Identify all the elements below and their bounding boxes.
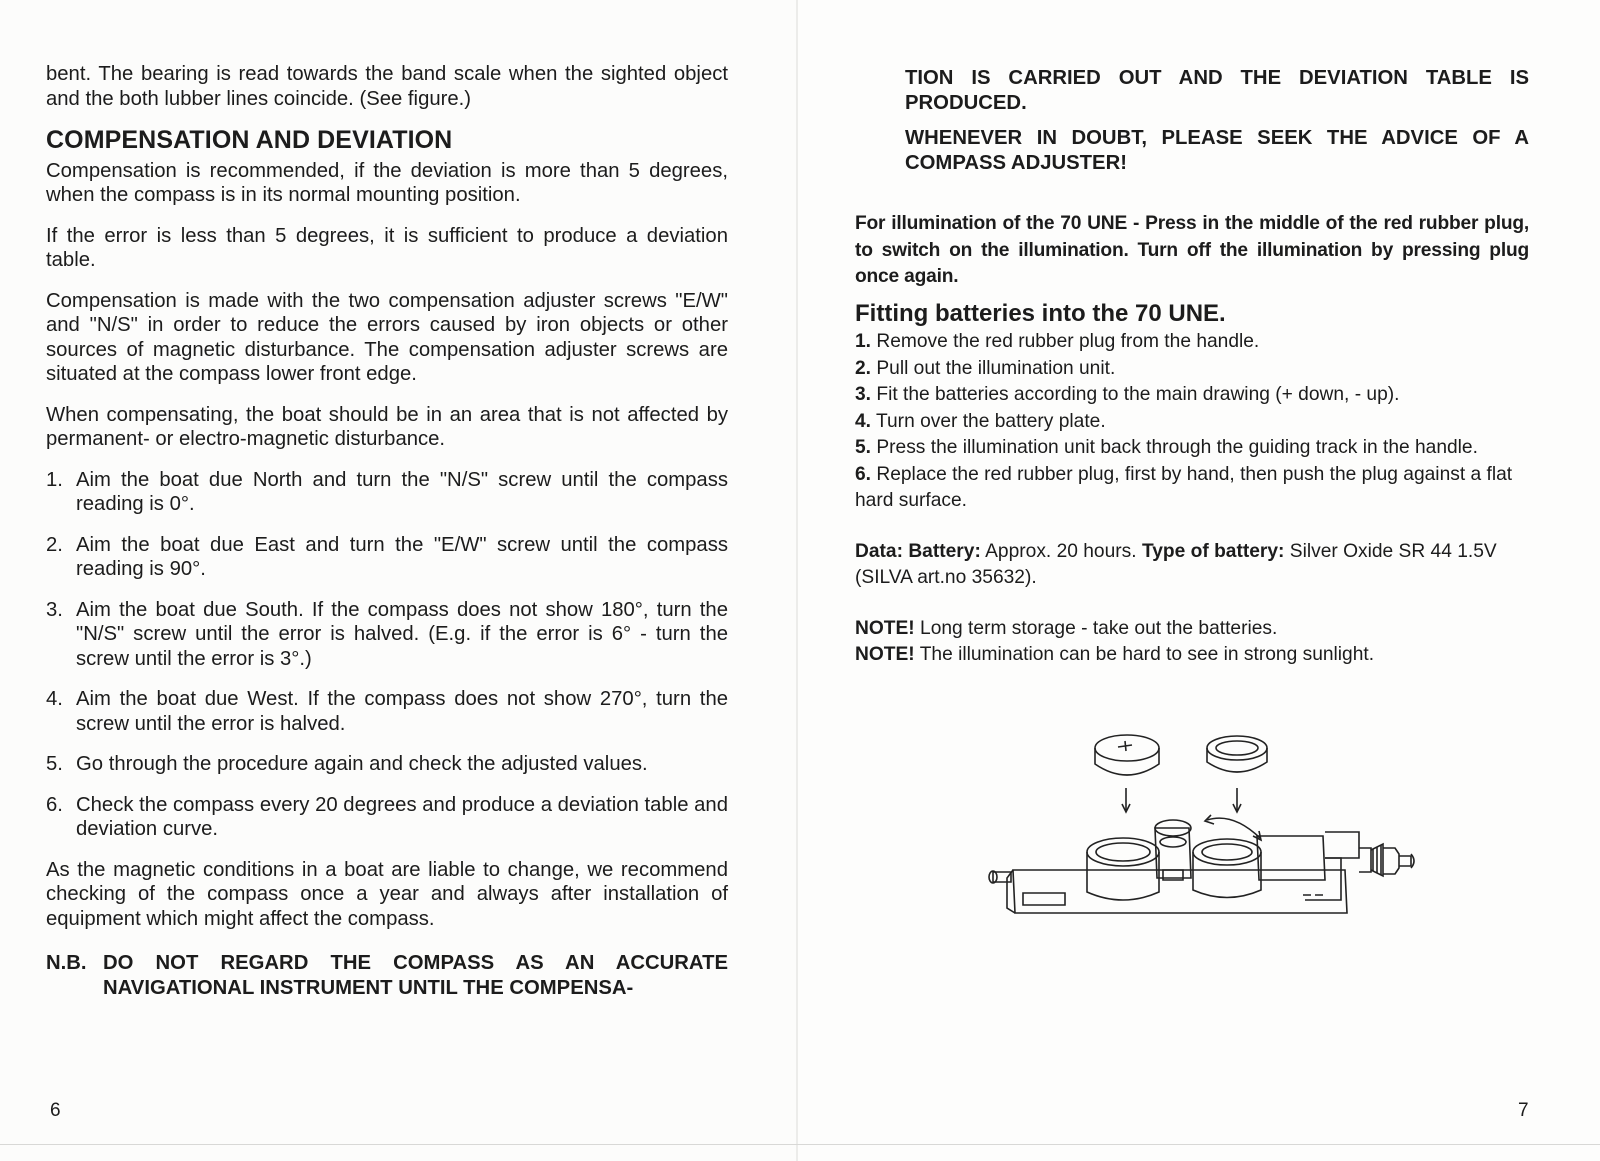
caps-paragraph: WHENEVER IN DOUBT, PLEASE SEEK THE ADVICE OF A COMPASS ADJUSTER! [905, 127, 1529, 174]
paragraph: When compensating, the boat should be in an area that is not affected by permanent- or electro-magnetic disturbance. [46, 403, 728, 450]
note-text: The illumination can be hard to see in strong sunlight. [919, 644, 1375, 665]
step-text: Replace the red rubber plug, first by hand, then push the plug against a flat hard surface. [855, 463, 1513, 511]
note-label: NOTE! [855, 617, 915, 639]
illumination-paragraph: For illumination of the 70 UNE - Press in the middle of the red rubber plug, to switch on the illumination. Turn off the illumination by pressing plug once again. [855, 213, 1529, 287]
note-label: NOTE! [855, 644, 915, 665]
type-label: Type of battery: [1141, 540, 1285, 562]
step-number: 4. [855, 410, 872, 432]
nb-text: DO NOT REGARD THE COMPASS AS AN ACCURATE NAVIGATIONAL INSTRUMENT UNTIL THE COMPENSA- [103, 952, 728, 999]
nb-label: N.B. [46, 952, 87, 974]
bottom-edge [0, 1144, 1600, 1145]
list-item [855, 435, 1529, 462]
battery-icon [1207, 736, 1267, 772]
step-number: 1. [46, 468, 63, 491]
page-number-right: 7 [1518, 1100, 1529, 1121]
rotate-arrow-icon [1205, 815, 1261, 840]
step-text: Aim the boat due East and turn the "E/W" screw until the compass reading is 90°. [76, 533, 728, 580]
list-item [46, 533, 728, 582]
step-text: Check the compass every 20 degrees and produce a deviation table and deviation curve. [76, 793, 728, 840]
battery-value: Approx. 20 hours. [985, 540, 1137, 562]
list-item [46, 598, 728, 672]
list-item [46, 793, 728, 842]
step-text: Aim the boat due West. If the compass does not show 270°, turn the screw until the error is halved. [76, 688, 728, 735]
arrow-down-icon [1233, 788, 1241, 812]
list-item [855, 382, 1529, 409]
step-number: 2. [855, 357, 872, 379]
list-item [855, 356, 1529, 383]
notes-block [855, 616, 1529, 669]
compensation-heading: COMPENSATION AND DEVIATION [46, 126, 453, 154]
step-number: 3. [46, 598, 63, 621]
data-label: Data: [855, 540, 903, 562]
step-text: Pull out the illumination unit. [876, 357, 1116, 379]
battery-fitting-drawing [985, 730, 1455, 955]
step-number: 6. [46, 793, 63, 816]
paragraph: Compensation is recommended, if the deviation is more than 5 degrees, when the compass is in its normal mounting position. [46, 159, 728, 206]
paragraph: Compensation is made with the two compensation adjuster screws "E/W" and "N/S" in order to reduce the errors caused by iron objects or other sources of magnetic disturbance. The compensation adjuster screws are situated at the compass lower front edge. [46, 289, 728, 385]
page-number-left: 6 [50, 1100, 61, 1121]
step-text: Turn over the battery plate. [876, 410, 1106, 432]
fitting-steps [855, 329, 1529, 515]
note-line [855, 616, 1529, 643]
compensation-steps [46, 468, 728, 842]
left-page [0, 0, 796, 1161]
list-item [855, 409, 1529, 436]
list-item [46, 687, 728, 736]
step-text: Aim the boat due South. If the compass does not show 180°, turn the "N/S" screw until the error is halved. (E.g. if the error is 6° - turn the screw until the error is 3°.) [76, 598, 728, 670]
list-item [855, 329, 1529, 356]
step-text: Aim the boat due North and turn the "N/S" screw until the compass reading is 0°. [76, 468, 728, 515]
list-item [46, 468, 728, 517]
arrow-down-icon [1122, 788, 1130, 812]
battery-data [855, 539, 1529, 592]
step-text: Go through the procedure again and check the adjusted values. [76, 753, 648, 775]
caps-paragraph: TION IS CARRIED OUT AND THE DEVIATION TABLE IS PRODUCED. [905, 67, 1529, 114]
list-item [46, 752, 728, 777]
paragraph: If the error is less than 5 degrees, it is sufficient to produce a deviation table. [46, 224, 728, 271]
intro-paragraph: bent. The bearing is read towards the band scale when the sighted object and the both lubber lines coincide. (See figure.) [46, 63, 728, 110]
step-text: Remove the red rubber plug from the handle. [876, 331, 1260, 352]
fitting-heading: Fitting batteries into the 70 UNE. [855, 299, 1226, 327]
step-number: 4. [46, 688, 63, 710]
step-number: 6. [855, 463, 872, 485]
step-number: 2. [46, 533, 63, 556]
closing-paragraph: As the magnetic conditions in a boat are liable to change, we recommend checking of the compass once a year and always after installation of equipment which might affect the compass. [46, 858, 728, 930]
illumination-unit-drawing [989, 820, 1414, 913]
list-item [855, 462, 1529, 515]
step-number: 1. [855, 331, 872, 352]
step-number: 5. [46, 753, 63, 775]
note-line [855, 642, 1529, 669]
left-column [46, 62, 728, 1000]
nb-warning [46, 951, 728, 1000]
step-text: Fit the batteries according to the main drawing (+ down, - up). [876, 384, 1400, 405]
battery-icon [1095, 735, 1159, 775]
step-number: 3. [855, 384, 872, 405]
right-column [855, 211, 1529, 669]
type-value: Silver Oxide SR 44 1.5V (SILVA art.no 35632). [855, 540, 1497, 588]
note-text: Long term storage - take out the batteries. [920, 617, 1278, 639]
battery-label: Battery: [908, 540, 981, 562]
right-caps-block [905, 66, 1529, 186]
step-text: Press the illumination unit back through the guiding track in the handle. [876, 437, 1478, 458]
step-number: 5. [855, 437, 872, 458]
